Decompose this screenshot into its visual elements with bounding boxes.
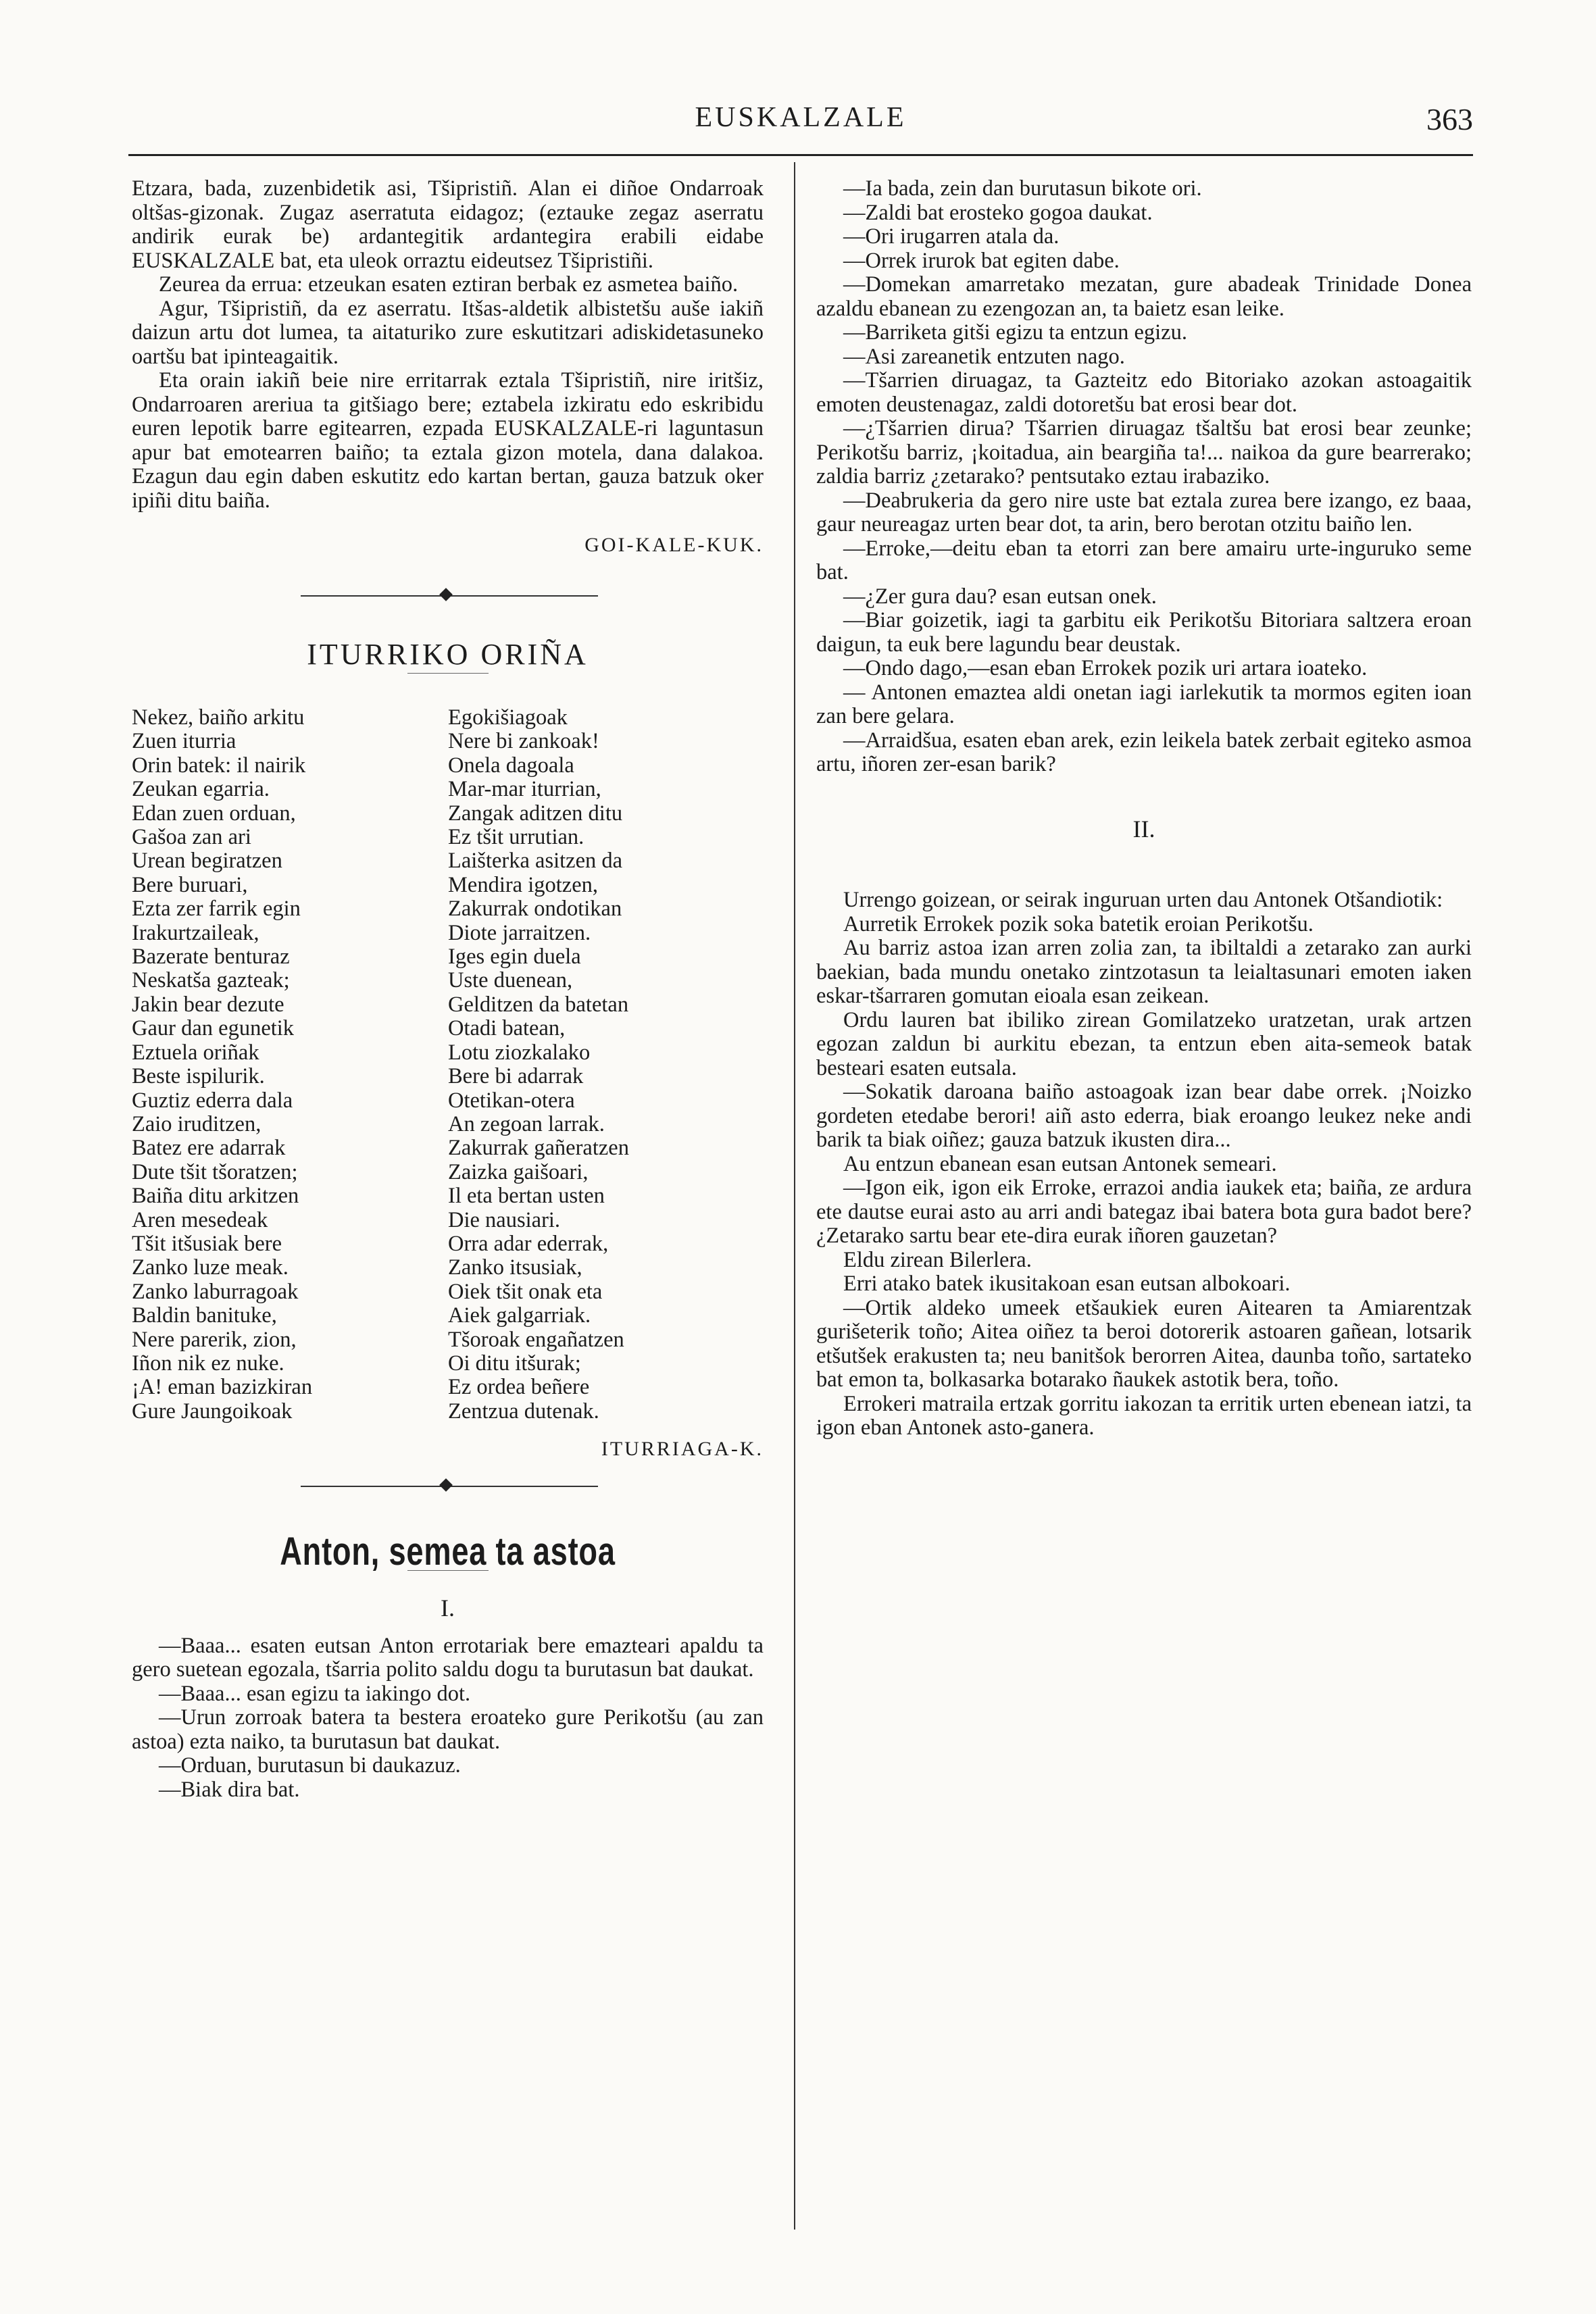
page-header <box>128 101 1473 149</box>
poem-line: Nere bi zankoak! <box>448 729 599 754</box>
ornament-divider <box>132 578 764 618</box>
poem-line: Orin batek: il nairik <box>132 753 306 778</box>
poem-line: Irakurtzaileak, <box>132 920 259 945</box>
poem-line: Batez ere adarrak <box>132 1136 286 1161</box>
poem-line: Zakurrak gañeratzen <box>448 1136 629 1161</box>
dialogue-line: —Baaa... esaten eutsan Anton errotariak bere emazteari apaldu ta gero suetean egozala, tšarria polito saldu dogu ta burutasun bat daukat. <box>132 1633 764 1682</box>
running-title: EUSKALZALE <box>695 102 907 133</box>
poem-line: Ez tšit urrutian. <box>448 825 584 850</box>
poem-line: Bazerate benturaz <box>132 945 290 970</box>
poem-line: Gure Jaungoikoak <box>132 1399 293 1424</box>
dialogue-line: —Orrek irurok bat egiten dabe. <box>843 248 1120 273</box>
poem-line: Onela dagoala <box>448 753 574 778</box>
poem-line: Lotu ziozkalako <box>448 1040 591 1065</box>
poem-line: Il eta bertan usten <box>448 1184 605 1209</box>
column-divider <box>794 162 795 2230</box>
header-rule <box>128 154 1473 156</box>
dialogue-line: —Urun zorroak batera ta bestera eroateko gure Perikotšu (au zan astoa) ezta naiko, ta burutasun bat daukat. <box>132 1705 764 1754</box>
poem-line: Oi ditu itšurak; <box>448 1351 581 1376</box>
poem-line: Zeukan egarria. <box>132 777 270 802</box>
dialogue-line: —¿Zer gura dau? esan eutsan onek. <box>843 584 1157 609</box>
poem-line: Zanko laburragoak <box>132 1279 299 1304</box>
poem-line: Baldin banituke, <box>132 1303 277 1328</box>
poem-line: Egokišiagoak <box>448 705 568 730</box>
poem-line: Orra adar ederrak, <box>448 1231 609 1256</box>
dialogue-line: —Orduan, burutasun bi daukazuz. <box>159 1753 461 1778</box>
poem-column-1 <box>132 706 429 1424</box>
dialogue-line: —Ia bada, zein dan burutasun bikote ori. <box>843 176 1202 201</box>
poem-line: Zaio iruditzen, <box>132 1111 261 1136</box>
poem-line: Mendira igotzen, <box>448 872 599 897</box>
poem-line: An zegoan larrak. <box>448 1111 605 1136</box>
narrative-paragraph: Errokeri matraila ertzak gorritu iakozan ta erritik urten ebenean iatzi, ta igon eban Antonek asto-ganera. <box>816 1391 1472 1440</box>
letter-signature: GOI-KALE-KUK. <box>584 534 764 556</box>
poem-line: Otadi batean, <box>448 1016 566 1041</box>
poem-line: Iges egin duela <box>448 945 581 970</box>
poem-line: Urean begiratzen <box>132 849 282 874</box>
dialogue-line: —Biak dira bat. <box>159 1777 300 1802</box>
dialogue-line: —Arraidšua, esaten eban arek, ezin leikela batek zerbait egiteko asmoa artu, iñoren zer-esan barik? <box>816 728 1472 776</box>
dialogue-line: —Erroke,—deitu eban ta etorri zan bere amairu urte-inguruko seme bat. <box>816 536 1472 584</box>
narrative-paragraph: Eldu zirean Bilerlera. <box>843 1247 1032 1272</box>
dialogue-line: —Zaldi bat erosteko gogoa daukat. <box>843 200 1153 225</box>
poem-line: Nere parerik, zion, <box>132 1327 297 1352</box>
narrative-paragraph: —Igon eik, igon eik Erroke, errazoi andia iaukek eta; baiña, ze ardura ete dautse eurai asto au arri andi bategaz ibai batera bota gura badot bere? ¿Zetarako sartu bear ete-dira eurak iñoren gauzetan? <box>816 1176 1472 1248</box>
poem-line: Oiek tšit onak eta <box>448 1279 603 1304</box>
poem-line: Zangak aditzen ditu <box>448 801 623 826</box>
poem-line: Zanko luze meak. <box>132 1255 289 1280</box>
dialogue-line: —¿Tšarrien dirua? Tšarrien diruagaz tšaltšu bat erosi bear zeunke; Perikotšu barriz, ¡koitadua, ain beargiña ta!... naikoa da gure bearrerako; zaldia barriz ¿zetarako? pentsutako eztau irabaziko. <box>816 416 1472 488</box>
dialogue-line: —Ondo dago,—esan eban Errokek pozik uri artara ioateko. <box>843 656 1368 680</box>
poem-line: Aiek galgarriak. <box>448 1303 591 1328</box>
poem-line: Zuen iturria <box>132 729 236 754</box>
poem-line: Guztiz ederra dala <box>132 1088 293 1113</box>
poem-line: Eztuela oriñak <box>132 1040 259 1065</box>
poem-line: Zaizka gaišoari, <box>448 1159 589 1184</box>
dialogue-line: —Domekan amarretako mezatan, gure abadeak Trinidade Donea azaldu ebanean zu ezengozan an, ta baietz esan leike. <box>816 272 1472 321</box>
narrative-paragraph: Au entzun ebanean esan eutsan Antonek semeari. <box>843 1151 1277 1176</box>
narrative-paragraph: Urrengo goizean, or seirak inguruan urten dau Antonek Otšandiotik: <box>843 888 1443 912</box>
poem-line: Die nausiari. <box>448 1207 561 1232</box>
poem-line: Baiña ditu arkitzen <box>132 1184 299 1209</box>
poem-signature: ITURRIAGA-K. <box>601 1438 764 1461</box>
poem-line: Uste duenean, <box>448 968 573 993</box>
narrative-paragraph: Erri atako batek ikusitakoan esan eutsan albokoari. <box>843 1272 1291 1296</box>
narrative-paragraph: Au barriz astoa izan arren zolia zan, ta ibiltaldi a zetarako zan aurki baekian, bada mundu onetako zintzotasun ta leialtasunari emoten iaken eskar-tšarraren gomutan eioala esan zeikean. <box>816 936 1472 1008</box>
dialogue-line: —Deabrukeria da gero nire uste bat eztala zurea bere izango, ez baaa, gaur neureagaz urten bear dot, ta arin, bero berotan otzitu baiño len. <box>816 488 1472 536</box>
poem-line: Otetikan-otera <box>448 1088 575 1113</box>
article-title: Anton, semea ta astoa <box>280 1529 616 1574</box>
title-underline <box>407 673 489 674</box>
poem-line: Nekez, baiño arkitu <box>132 705 305 730</box>
poem-line: Tšoroak engañatzen <box>448 1327 624 1352</box>
poem-title: ITURRIKO ORIÑA <box>307 637 589 671</box>
poem-line: Bere buruari, <box>132 872 248 897</box>
dialogue-line: —Tšarrien diruagaz, ta Gazteitz edo Bitoriako azokan astoagaitik emoten deustenagaz, zaldi dotoretšu bat erosi bear dot. <box>816 368 1472 417</box>
narrative-paragraph: Ordu lauren bat ibiliko zirean Gomilatzeko uratzetan, urak artzen egozan zaldun bi aurkitu ebezan, ta entzun eben aita-semeok batak besteari esaten eutsala. <box>816 1007 1472 1080</box>
letter-paragraph: Etzara, bada, zuzenbidetik asi, Tšipristiñ. Alan ei diñoe Ondarroak oltšas-gizonak. Zugaz aserratuta eidagoz; (eztauke zegaz aserratu andirik eurak be) ardantegitik ardantegira erabili eidabe EUSKALZALE bat, eta uleok orraztu eideutsez Tšipristiñi. <box>132 176 764 273</box>
poem-line: Gašoa zan ari <box>132 825 251 850</box>
letter-paragraph: Agur, Tšipristiñ, da ez aserratu. Itšas-aldetik albistetšu auše iakiñ daizun artu dot lumea, ta aitaturiko zure eskutitzari adiskidetasuneko oartšu bat ipinteagaitik. <box>132 296 764 369</box>
poem-line: Beste ispilurik. <box>132 1064 265 1089</box>
poem-line: Laišterka asitzen da <box>448 849 623 874</box>
poem-line: ¡A! eman bazizkiran <box>132 1375 313 1400</box>
narrative-paragraph: —Sokatik daroana baiño astoagoak izan bear dabe orrek. ¡Noizko gordeten etedabe berori! aiñ asto ederra, biak eroango leukez neke andi barik ta biak oiñez; gauza batzuk ikusten dira... <box>816 1080 1472 1152</box>
poem-line: Neskatša gazteak; <box>132 968 290 993</box>
poem-line: Zakurrak ondotikan <box>448 897 622 922</box>
poem-line: Zanko itsusiak, <box>448 1255 582 1280</box>
narrative-paragraph: Aurretik Errokek pozik soka batetik eroian Perikotšu. <box>843 911 1314 936</box>
poem-line: Diote jarraitzen. <box>448 920 591 945</box>
poem-line: Gaur dan egunetik <box>132 1016 295 1041</box>
narrative-paragraph: —Ortik aldeko umeek etšaukiek euren Aitearen ta Amiarentzak gurišeterik toño; Aitea oiñez ta beroi dotorerik astoaren gañean, lotsarik etšutšek erakusten ta; neu banitšok berorren Aitea, daunba toño, sartateko bat emon ta, bolkasarka botarako ñaukek astotik bera, toño. <box>816 1295 1472 1392</box>
poem-line: Gelditzen da batetan <box>448 992 629 1017</box>
poem-line: Ez ordea beñere <box>448 1375 590 1400</box>
dialogue-line: —Ori irugarren atala da. <box>843 224 1059 249</box>
page-number: 363 <box>1426 102 1473 136</box>
section-heading: I. <box>441 1594 455 1622</box>
poem-line: Edan zuen orduan, <box>132 801 296 826</box>
poem-line: Mar-mar iturrian, <box>448 777 601 802</box>
poem-line: Zentzua dutenak. <box>448 1399 599 1424</box>
dialogue-line: —Asi zareanetik entzuten nago. <box>843 344 1125 369</box>
left-column <box>132 177 764 1802</box>
poem-column-2 <box>448 706 745 1424</box>
dialogue-line: —Barriketa gitši egizu ta entzun egizu. <box>843 320 1187 345</box>
dialogue-line: —Biar goizetik, iagi ta garbitu eik Perikotšu Bitoriara saltzera eroan daigun, ta euk bere lagundu bear deustak. <box>816 608 1472 657</box>
right-column <box>816 177 1472 1440</box>
letter-paragraph: Eta orain iakiñ beie nire erritarrak eztala Tšipristiñ, nire iritšiz, Ondarroaren areriua ta gitšiago bere; eztabela izkiratu edo eskribidu euren lepotik barre egitearren, ezpada EUSKALZALE-ri laguntasun apur bat emotearren baiño; ta eztala gizon motela, dana dalakoa. Ezagun dau egin daben eskutitz edo kartan bertan, gauza batzuk oker ipiñi ditu baiña. <box>132 368 764 513</box>
poem-line: Jakin bear dezute <box>132 992 284 1017</box>
poem-line: Bere bi adarrak <box>448 1064 584 1089</box>
poem-line: Dute tšit tšoratzen; <box>132 1159 298 1184</box>
dialogue-line: — Antonen emaztea aldi onetan iagi iarlekutik ta mormos egiten ioan zan bere gelara. <box>816 680 1472 728</box>
poem-line: Tšit itšusiak bere <box>132 1231 282 1256</box>
ornament-divider <box>132 1468 764 1509</box>
letter-paragraph: Zeurea da errua: etzeukan esaten eztiran berbak ez asmetea baiño. <box>159 272 739 297</box>
dialogue-line: —Baaa... esan egizu ta iakingo dot. <box>159 1681 471 1706</box>
poem-line: Iñon nik ez nuke. <box>132 1351 284 1376</box>
poem-line: Aren mesedeak <box>132 1207 268 1232</box>
poem-line: Ezta zer farrik egin <box>132 897 301 922</box>
poem <box>132 706 764 1424</box>
section-heading: II. <box>1132 815 1155 842</box>
